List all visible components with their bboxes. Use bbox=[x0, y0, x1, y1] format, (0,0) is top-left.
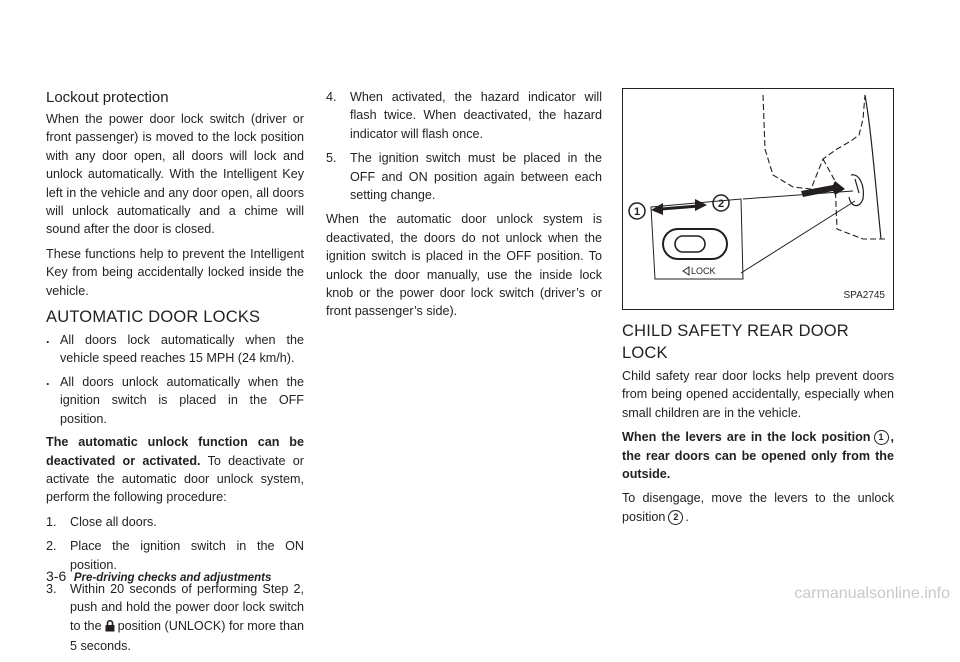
auto-unlock-note: When the automatic door unlock system is deactivated, the doors do not unlock when the ignition switch is placed in the OFF position. To unlock the door manually, use the inside lock knob or the power door lock switch (driver’s or front passenger’s side). bbox=[326, 212, 602, 319]
step-item bbox=[326, 149, 602, 204]
step-number: 5. bbox=[326, 151, 337, 166]
column-right bbox=[622, 88, 894, 532]
step-number: 3. bbox=[46, 581, 57, 596]
step-number: 4. bbox=[326, 90, 337, 104]
child-lock-bold-post: , the rear doors can be opened only from the outside. bbox=[622, 430, 894, 482]
child-lock-bold-pre: When the levers are in the lock position bbox=[622, 430, 871, 445]
door-illustration bbox=[623, 89, 893, 309]
bullet-marker: . bbox=[46, 332, 50, 347]
child-lock-heading: CHILD SAFETY REAR DOOR LOCK bbox=[622, 322, 849, 362]
lockout-heading: Lockout protection bbox=[46, 89, 169, 106]
figure-callout-2: 2 bbox=[717, 198, 725, 210]
procedure-lead-rest: To deactivate or activate the automatic door unlock system, perform the following procedure: bbox=[46, 453, 304, 505]
step-text: Place the ignition switch in the ON position. bbox=[70, 539, 304, 572]
bullet-text: All doors unlock automatically when the ignition switch is placed in the OFF position. bbox=[60, 374, 304, 426]
unlock-icon bbox=[105, 619, 115, 637]
child-lock-paragraph-1: Child safety rear door locks help prevent doors from being opened accidentally, especially when small children are in the vehicle. bbox=[622, 369, 894, 420]
bullet-item bbox=[46, 373, 304, 428]
step-text-pre: Within 20 seconds of performing Step 2, push and hold the power door lock switch to the bbox=[70, 581, 304, 633]
step-text: The ignition switch must be placed in the OFF and ON position again between each setting change. bbox=[350, 151, 602, 203]
callout-2-icon: 2 bbox=[668, 510, 683, 525]
child-lock-paragraph-2 bbox=[622, 428, 894, 483]
figure-lock-label: LOCK bbox=[691, 266, 716, 276]
watermark: carmanualsonline.info bbox=[794, 585, 950, 602]
page-number: 3-6 bbox=[46, 568, 67, 584]
bullet-item bbox=[46, 331, 304, 368]
column-middle bbox=[326, 88, 602, 327]
bullet-text: All doors lock automatically when the vehicle speed reaches 15 MPH (24 km/h). bbox=[60, 333, 304, 366]
figure-code: SPA2745 bbox=[843, 289, 885, 301]
step-text: Close all doors. bbox=[70, 514, 157, 529]
step-number: 2. bbox=[46, 539, 57, 554]
bullet-marker: . bbox=[46, 373, 50, 388]
procedure-bold-lead: The automatic unlock function can be deactivated or activated. bbox=[46, 435, 304, 468]
callout-1-icon: 1 bbox=[874, 430, 889, 445]
step-number: 1. bbox=[46, 514, 57, 529]
step-item bbox=[46, 513, 304, 531]
footer-title: Pre-driving checks and adjustments bbox=[73, 572, 272, 584]
child-lock-paragraph-3 bbox=[622, 489, 894, 526]
lockout-paragraph-2: These functions help to prevent the Intelligent Key from being accidentally locked inside the vehicle. bbox=[46, 246, 304, 298]
figure-callout-1: 1 bbox=[633, 206, 641, 218]
child-lock-figure bbox=[622, 88, 894, 310]
auto-locks-heading: AUTOMATIC DOOR LOCKS bbox=[46, 308, 261, 327]
step-text: When activated, the hazard indicator will flash twice. When deactivated, the hazard indicator will flash once. bbox=[350, 90, 602, 141]
child-lock-p3-post: . bbox=[685, 509, 689, 524]
step-item bbox=[46, 580, 304, 656]
step-item bbox=[326, 88, 602, 143]
page-footer bbox=[46, 568, 271, 584]
step-text-post: position (UNLOCK) for more than 5 seconds. bbox=[70, 618, 304, 654]
lockout-paragraph-1: When the power door lock switch (driver or front passenger) is moved to the lock position with any door open, all doors will lock and unlock automatically. With the Intelligent Key left in the vehicle and any door open, all doors will unlock automatically and a chime will sound after the door is closed. bbox=[46, 112, 304, 237]
procedure-intro bbox=[46, 433, 304, 507]
child-lock-p3-pre: To disengage, move the levers to the unlock position bbox=[622, 491, 894, 524]
